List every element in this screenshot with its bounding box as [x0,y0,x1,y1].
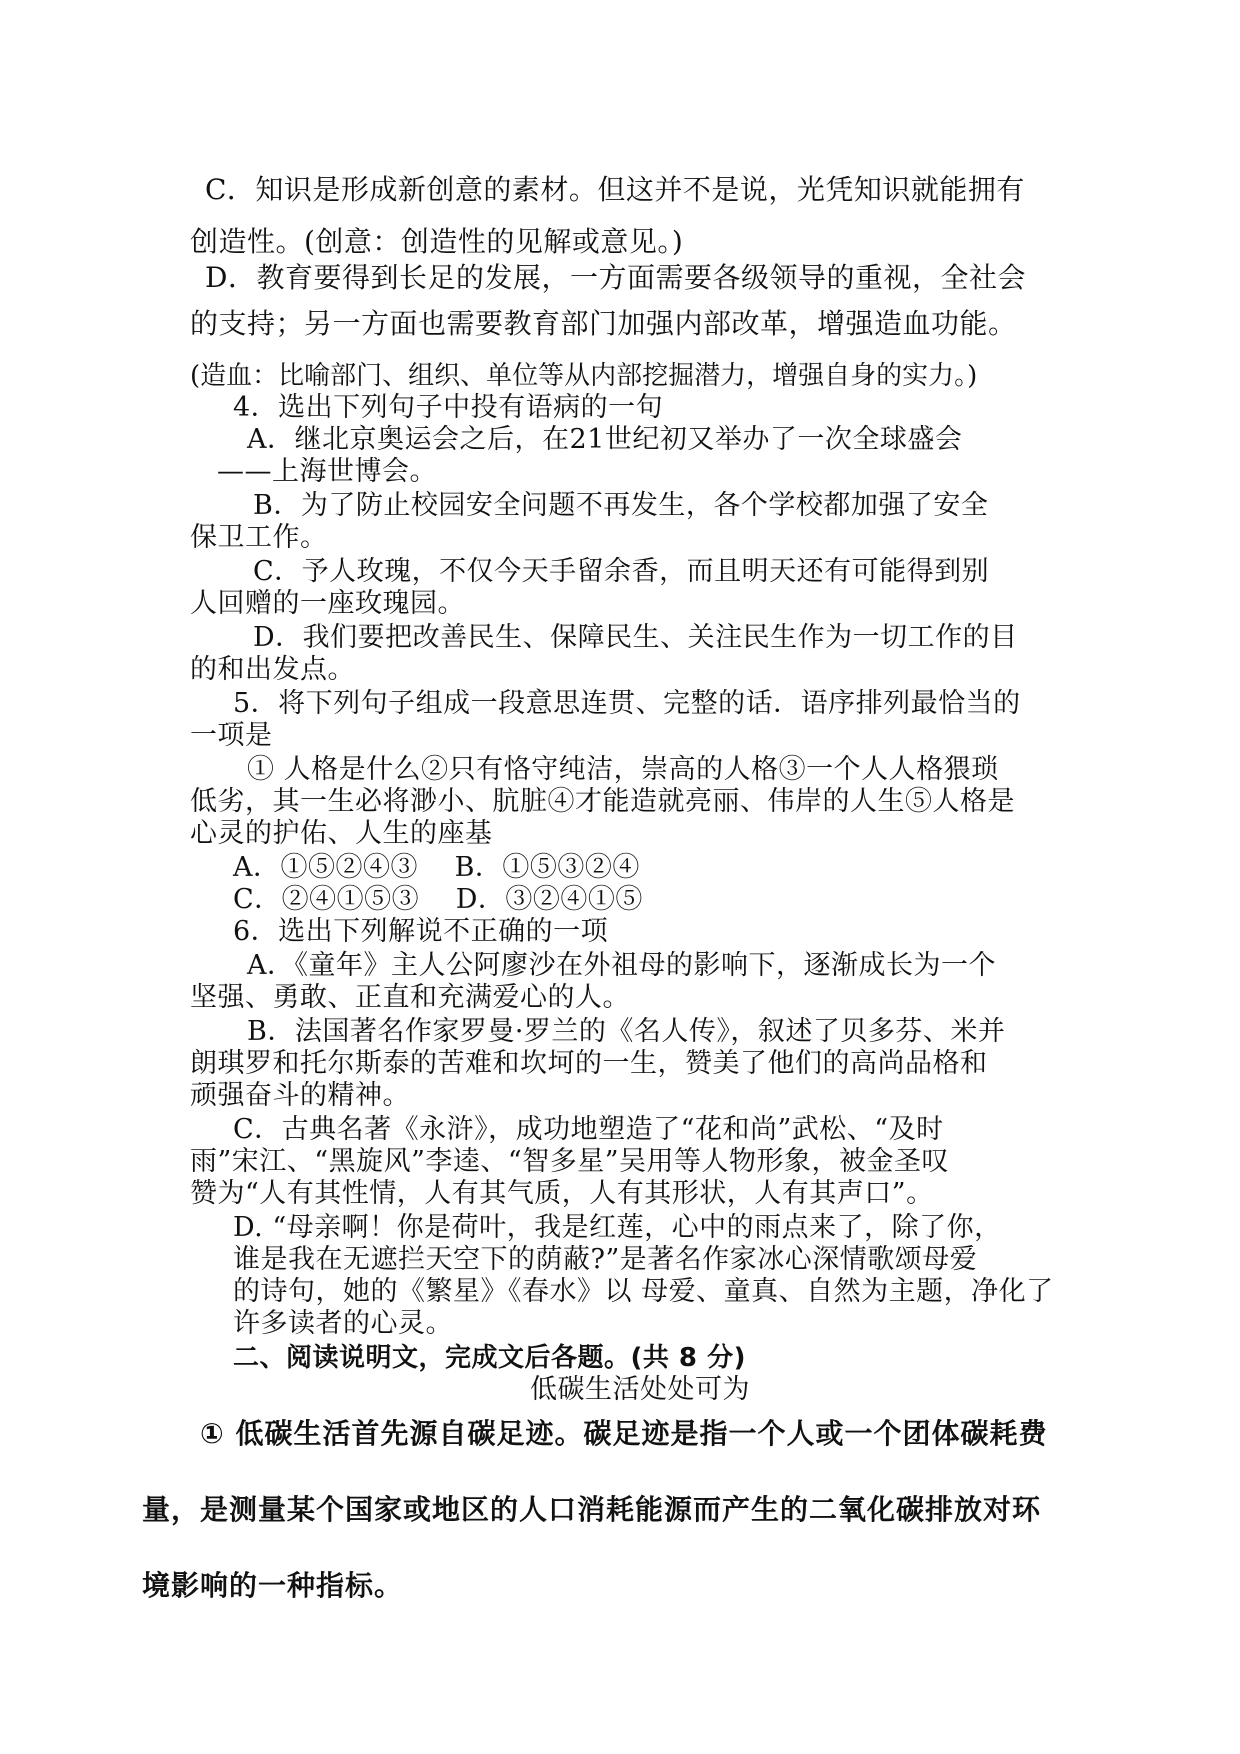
q6-option-b-line3: 顽强奋斗的精神。 [190,1080,410,1111]
q5-body-line2: 低劣，其一生必将渺小、肮脏④才能造就亮丽、伟岸的人生⑤人格是 [190,786,1015,817]
q5-stem-line1: 5．将下列句子组成一段意思连贯、完整的话．语序排列最恰当的 [233,688,1021,719]
q4-option-c-line1: C．予人玫瑰，不仅今天手留余香，而且明天还有可能得到别 [253,556,990,587]
q6-option-a-line1: A．《童年》主人公阿廖沙在外祖母的影响下，逐渐成长为一个 [247,950,996,981]
q4-stem: 4．选出下列句子中投有语病的一句 [233,392,664,423]
q4-option-b-line1: B．为了防止校园安全问题不再发生，各个学校都加强了安全 [253,490,989,521]
q4-option-a-line2: ——上海世博会。 [217,456,437,487]
q6-option-c-line1: C．古典名著《永浒》，成功地塑造了“花和尚”武松、“及时 [233,1114,944,1145]
q5-options-line2: C．②④①⑤③ D．③②④①⑤ [233,884,643,915]
q6-option-b-line1: B．法国著名作家罗曼·罗兰的《名人传》，叙述了贝多芬、米并 [247,1016,1006,1047]
q3-option-d-line1: D．教育要得到长足的发展，一方面需要各级领导的重视，全社会 [205,261,1026,294]
q4-option-d-line1: D．我们要把改善民生、保障民生、关注民生作为一切工作的目 [253,622,1018,653]
q3-option-d-line2: 的支持；另一方面也需要教育部门加强内部改革，增强造血功能。 [190,307,1017,340]
q6-option-d-line4: 许多读者的心灵。 [233,1308,453,1339]
q6-option-a-line2: 坚强、勇敢、正直和充满爱心的人。 [190,982,630,1013]
article-title: 低碳生活处处可为 [530,1374,750,1405]
q6-option-d-line3: 的诗句，她的《繁星》《春水》以 母爱、童真、自然为主题，净化了 [233,1276,1054,1307]
q5-body-line1: ① 人格是什么②只有恪守纯洁，崇高的人格③一个人人格猥琐 [247,754,999,785]
q4-option-b-line2: 保卫工作。 [190,522,328,553]
q5-stem-line2: 一项是 [190,720,273,751]
q4-option-a-line1: A．继北京奥运会之后，在21世纪初又举办了一次全球盛会 [247,424,963,455]
q4-option-c-line2: 人回赠的一座玫瑰园。 [190,588,465,619]
q6-option-c-line3: 赞为“人有其性情，人有其气质，人有其形状，人有其声口”。 [190,1178,934,1209]
q3-option-c-line1: C．知识是形成新创意的素材。但这并不是说，光凭知识就能拥有 [205,173,1025,206]
q3-option-d-line3: (造血：比喻部门、组织、单位等从内部挖掘潜力，增强自身的实力。) [190,361,978,391]
q6-stem: 6．选出下列解说不正确的一项 [233,916,609,947]
article-paragraph1-line1: ① 低碳生活首先源自碳足迹。碳足迹是指一个人或一个团体碳耗费 [200,1417,1048,1450]
q5-options-line1: A．①⑤②④③ B．①⑤③②④ [233,852,640,883]
article-paragraph1-line2: 量，是测量某个国家或地区的人口消耗能源而产生的二氧化碳排放对环 [142,1493,1042,1526]
q4-option-d-line2: 的和出发点。 [190,654,355,685]
q6-option-c-line2: 雨”宋江、“黑旋风”李逵、“智多星”吴用等人物形象，被金圣叹 [190,1146,950,1177]
q3-option-c-line2: 创造性。(创意：创造性的见解或意见。) [190,225,684,258]
q5-body-line3: 心灵的护佑、人生的座基 [190,818,493,849]
q6-option-d-line2: 谁是我在无遮拦天空下的荫蔽?”是著名作家冰心深情歌颂母爱 [233,1244,978,1275]
q6-option-b-line2: 朗琪罗和托尔斯泰的苦难和坎坷的一生，赞美了他们的高尚品格和 [190,1048,988,1079]
q6-option-d-line1: D. “母亲啊！你是荷叶，我是红莲，心中的雨点来了，除了你， [233,1212,1002,1243]
article-paragraph1-line3: 境影响的一种指标。 [142,1569,404,1602]
section2-heading: 二、阅读说明文，完成文后各题。(共 8 分) [233,1343,746,1373]
